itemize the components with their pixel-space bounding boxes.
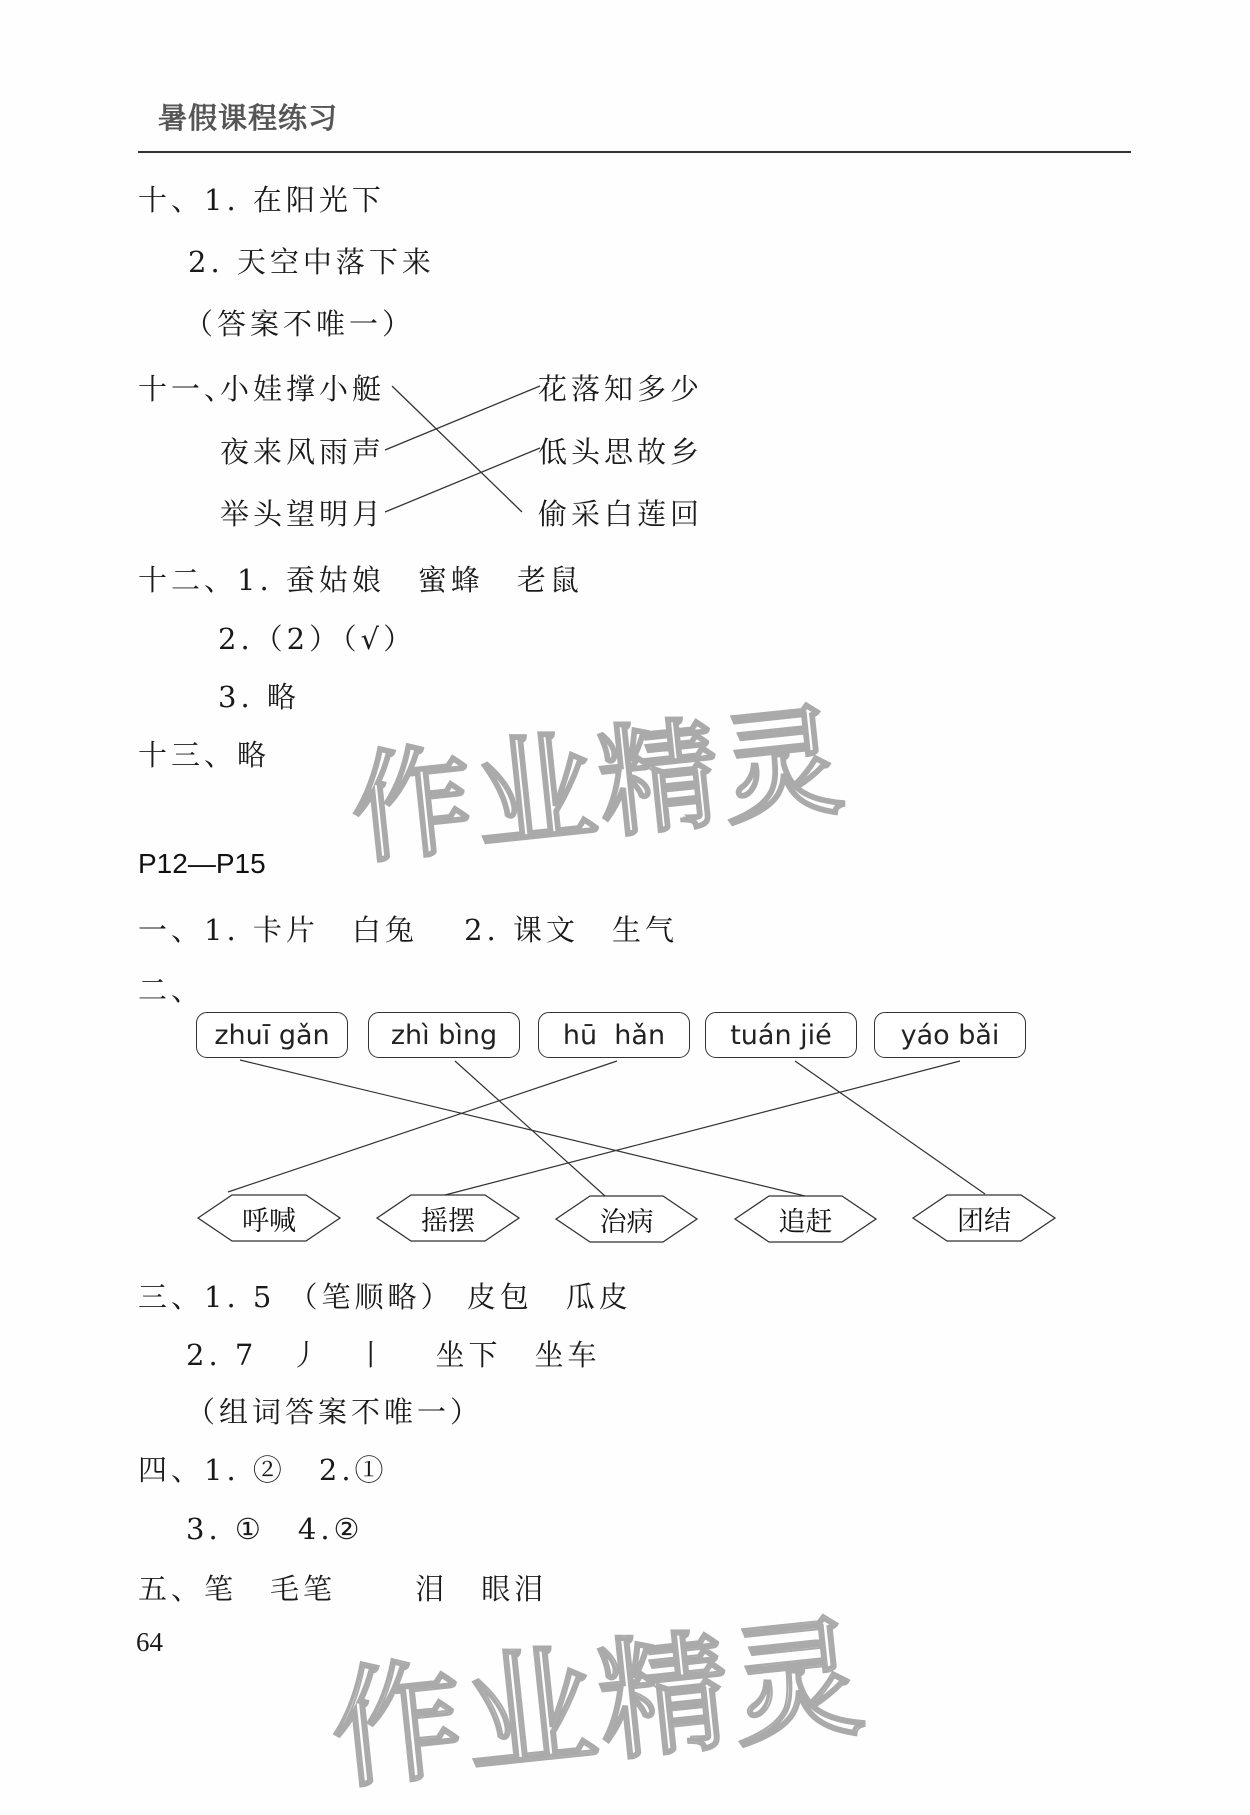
q1-line-1: 一、1. 卡片 白兔 2. 课文 生气	[138, 913, 678, 947]
pinyin-box-2: zhì bìng	[368, 1012, 520, 1058]
poem-left-2: 夜来风雨声	[220, 435, 386, 469]
page-number: 64	[136, 1627, 163, 1657]
pinyin-box-5: yáo bǎi	[874, 1012, 1026, 1058]
poem-left-1: 小娃撑小艇	[220, 372, 386, 406]
section-13-line-1: 十三、略	[138, 738, 271, 772]
poem-match-lines	[385, 386, 540, 512]
q3-note: （组词答案不唯一）	[186, 1395, 484, 1429]
page-range-heading: P12—P15	[138, 848, 266, 879]
section-12-line-2: 2.（2）（√）	[218, 622, 417, 656]
word-hexagon-1: 呼喊	[242, 1205, 296, 1237]
pinyin-box-4: tuán jié	[705, 1012, 857, 1058]
pinyin-box-1: zhuī gǎn	[196, 1012, 348, 1058]
word-hexagon-5: 团结	[957, 1205, 1011, 1237]
header-title: 暑假课程练习	[158, 101, 339, 135]
q2-label: 二、	[138, 973, 205, 1007]
q4-line-2: 3. ① 4.②	[186, 1512, 364, 1546]
pinyin-box-3: hū hǎn	[538, 1012, 690, 1058]
section-12-line-1: 十二、1. 蚕姑娘 蜜蜂 老鼠	[138, 563, 583, 597]
watermark-1: 作业精灵	[345, 691, 854, 882]
section-10-line-1: 十、1. 在阳光下	[138, 183, 385, 217]
pinyin-match-lines	[228, 1060, 985, 1196]
section-12-line-3: 3. 略	[218, 680, 300, 714]
poem-right-1: 花落知多少	[538, 372, 704, 406]
section-10-note: （答案不唯一）	[184, 307, 416, 341]
q5-line-1: 五、笔 毛笔 泪 眼泪	[138, 1572, 548, 1606]
word-hexagon-3: 治病	[599, 1206, 654, 1238]
section-10-line-2: 2. 天空中落下来	[188, 245, 435, 279]
word-hexagon-2: 摇摆	[421, 1205, 475, 1237]
q3-line-2: 2. 7 丿 丨 坐下 坐车	[186, 1338, 601, 1372]
poem-left-3: 举头望明月	[220, 497, 386, 531]
section-11-label: 十一、	[138, 372, 238, 406]
watermark-2: 作业精灵	[324, 1600, 874, 1808]
poem-right-2: 低头思故乡	[538, 435, 704, 469]
poem-right-3: 偷采白莲回	[538, 497, 704, 531]
q3-line-1: 三、1. 5 （笔顺略） 皮包 瓜皮	[138, 1280, 632, 1314]
q4-line-1: 四、1. ② 2.①	[138, 1453, 388, 1487]
word-hexagon-4: 追赶	[778, 1206, 833, 1238]
